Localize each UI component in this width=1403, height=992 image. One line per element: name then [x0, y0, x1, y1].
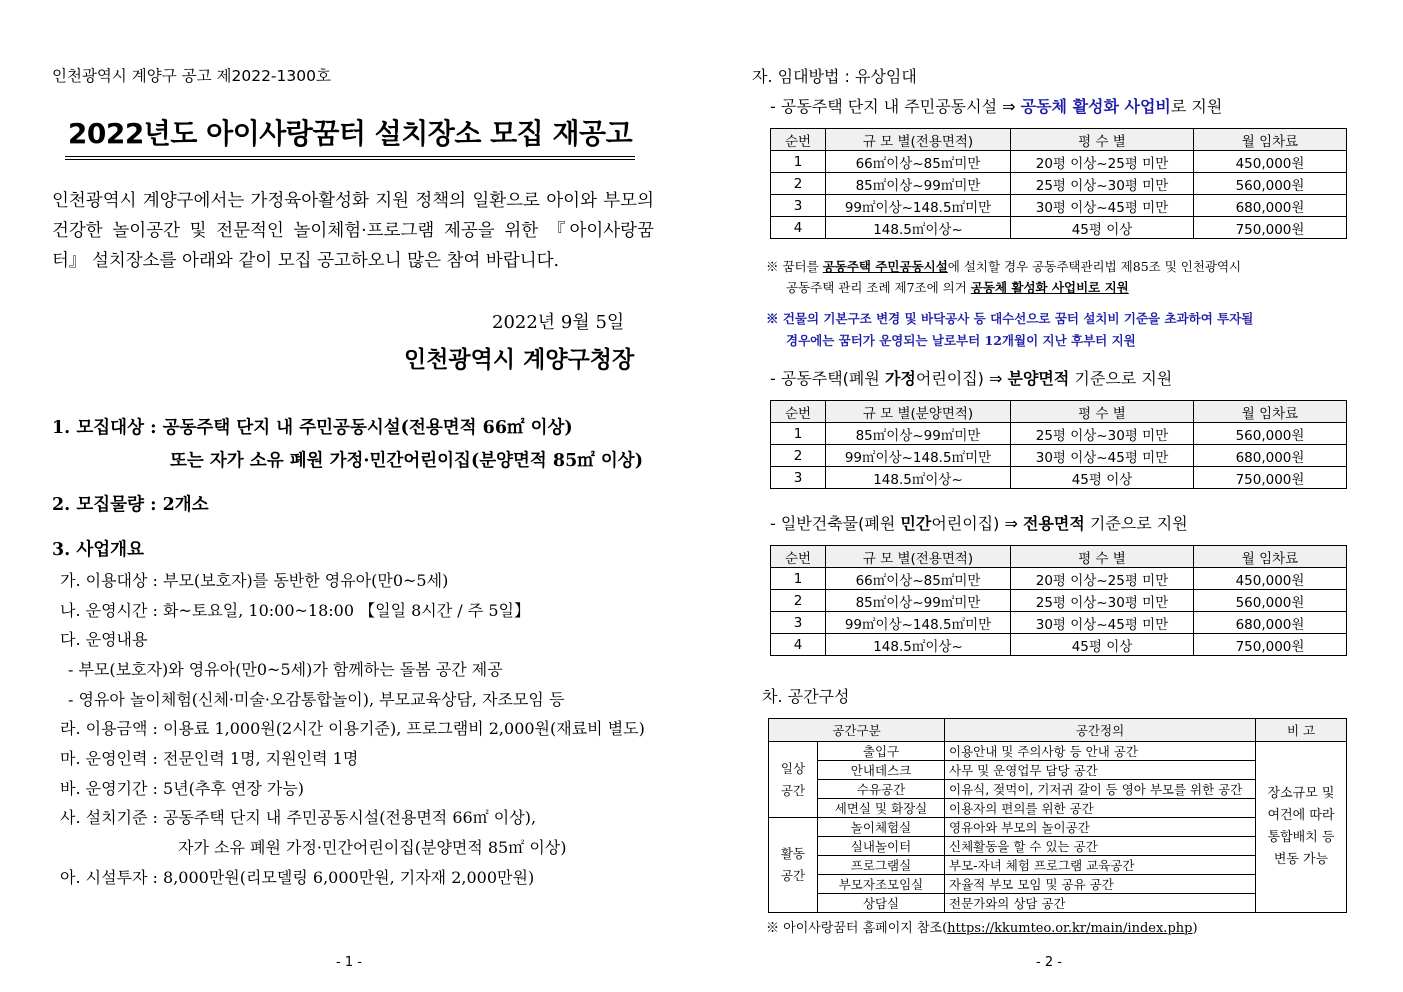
- lease-method-heading: 자. 임대방법 : 유상임대: [752, 67, 917, 86]
- table-header-row: 순번 규 모 별(전용면적) 평 수 별 월 임차료: [771, 129, 1347, 151]
- note-community-fund-cont: 공동주택 관리 조례 제7조에 의거 공동체 활성화 사업비로 지원: [786, 280, 1129, 295]
- note-community-fund: ※ 꿈터를 공동주택 주민공동시설에 설치할 경우 공동주택관리법 제85조 및 인천광역시: [766, 259, 1242, 274]
- space-remark: 장소규모 및 여건에 따라 통합배치 등 변동 가능: [1256, 742, 1347, 913]
- group-activity-space: 활동 공간: [769, 818, 818, 913]
- intro-paragraph: 인천광역시 계양구에서는 가정육아활성화 지원 정책의 일환으로 아이와 부모의 건강한 놀이공간 및 전문적인 놀이체험·프로그램 제공을 위한 『아이사랑꿈터』 설치장소를 아래와 같이 모집 공고하오니 많은 참여 바랍니다.: [52, 191, 654, 271]
- homepage-link[interactable]: https://kkumteo.or.kr/main/index.php: [947, 921, 1193, 936]
- table-row: 1 66㎡이상~85㎡미만 20평 이상~25평 미만 450,000원: [771, 568, 1347, 590]
- table-row: 1 85㎡이상~99㎡미만 25평 이상~30평 미만 560,000원: [771, 423, 1347, 445]
- item-criteria-cont: 자가 소유 폐원 가정·민간어린이집(분양면적 85㎡ 이상): [178, 838, 567, 857]
- note-renovation-cont: 경우에는 꿈터가 운영되는 날로부터 12개월이 지난 후부터 지원: [786, 333, 1136, 348]
- table-header-row: 순번 규 모 별(전용면적) 평 수 별 월 임차료: [771, 546, 1347, 568]
- table-row: 안내데스크 사무 및 운영업무 담당 공간: [769, 761, 1347, 780]
- table-row: 활동 공간 놀이체험실 영유아와 부모의 놀이공간: [769, 818, 1347, 837]
- item-target-users: 가. 이용대상 : 부모(보호자)를 동반한 영유아(만0~5세): [60, 571, 449, 590]
- subsection-home-daycare: - 공동주택(폐원 가정어린이집) ⇒ 분양면적 기준으로 지원: [770, 369, 1173, 388]
- table-row: 4 148.5㎡이상~ 45평 이상 750,000원: [771, 634, 1347, 656]
- item-content-heading: 다. 운영내용: [60, 630, 148, 649]
- section-3-heading: 3. 사업개요: [52, 540, 144, 560]
- section-2-quantity: 2. 모집물량 : 2개소: [52, 495, 209, 515]
- table-row: 일상 공간 출입구 이용안내 및 주의사항 등 안내 공간 장소규모 및 여건에 따라 통합배치 등 변동 가능: [769, 742, 1347, 761]
- rent-table-private-daycare: [770, 545, 1347, 656]
- item-period: 바. 운영기간 : 5년(추후 연장 가능): [60, 779, 305, 798]
- item-content-2: - 영유아 놀이체험(신체·미술·오감통합놀이), 부모교육상담, 자조모임 등: [68, 690, 565, 709]
- table-header-row: 공간구분 공간정의 비 고: [769, 719, 1347, 742]
- item-staff: 마. 운영인력 : 전문인력 1명, 지원인력 1명: [60, 749, 359, 768]
- table-row: 부모자조모임실 자율적 부모 모임 및 공유 공간: [769, 875, 1347, 894]
- section-1-target-cont: 또는 자가 소유 폐원 가정·민간어린이집(분양면적 85㎡ 이상): [170, 451, 643, 471]
- table-row: 상담실 전문가와의 상담 공간: [769, 894, 1347, 913]
- table-row: 3 148.5㎡이상~ 45평 이상 750,000원: [771, 467, 1347, 489]
- table-row: 2 85㎡이상~99㎡미만 25평 이상~30평 미만 560,000원: [771, 590, 1347, 612]
- table-row: 3 99㎡이상~148.5㎡미만 30평 이상~45평 미만 680,000원: [771, 195, 1347, 217]
- table-row: 2 85㎡이상~99㎡미만 25평 이상~30평 미만 560,000원: [771, 173, 1347, 195]
- rent-table-apartment: [770, 128, 1347, 239]
- homepage-reference: ※ 아이사랑꿈터 홈페이지 참조(https://kkumteo.or.kr/main/index.php): [766, 921, 1198, 936]
- table-row: 프로그램실 부모-자녀 체험 프로그램 교육공간: [769, 856, 1347, 875]
- space-composition-heading: 차. 공간구성: [762, 687, 850, 706]
- item-hours: 나. 운영시간 : 화~토요일, 10:00~18:00 【일일 8시간 / 주 5일】: [60, 601, 530, 620]
- rent-table-home-daycare: [770, 400, 1347, 489]
- table-row: 2 99㎡이상~148.5㎡미만 30평 이상~45평 미만 680,000원: [771, 445, 1347, 467]
- table-row: 3 99㎡이상~148.5㎡미만 30평 이상~45평 미만 680,000원: [771, 612, 1347, 634]
- table-row: 수유공간 이유식, 젖먹이, 기저귀 갈이 등 영아 부모를 위한 공간: [769, 780, 1347, 799]
- table-row: 세면실 및 화장실 이용자의 편의를 위한 공간: [769, 799, 1347, 818]
- table-row: 1 66㎡이상~85㎡미만 20평 이상~25평 미만 450,000원: [771, 151, 1347, 173]
- item-criteria: 사. 설치기준 : 공동주택 단지 내 주민공동시설(전용면적 66㎡ 이상),: [60, 808, 537, 827]
- item-investment: 아. 시설투자 : 8,000만원(리모델링 6,000만원, 기자재 2,000만원): [60, 868, 535, 887]
- item-content-1: - 부모(보호자)와 영유아(만0~5세)가 함께하는 돌봄 공간 제공: [68, 660, 503, 679]
- space-composition-table: [768, 718, 1347, 913]
- subsection-private-daycare: - 일반건축물(폐원 민간어린이집) ⇒ 전용면적 기준으로 지원: [770, 514, 1188, 533]
- document-title: 2022년도 아이사랑꿈터 설치장소 모집 재공고: [65, 112, 635, 160]
- page-number-1: - 1 -: [336, 955, 362, 970]
- page-number-2: - 2 -: [1036, 955, 1062, 970]
- section-1-target: 1. 모집대상 : 공동주택 단지 내 주민공동시설(전용면적 66㎡ 이상): [52, 418, 573, 438]
- subsection-apartment: - 공동주택 단지 내 주민공동시설 ⇒ 공동체 활성화 사업비로 지원: [770, 97, 1223, 116]
- item-fee: 라. 이용금액 : 이용료 1,000원(2시간 이용기준), 프로그램비 2,000원(재료비 별도): [60, 719, 645, 738]
- group-daily-space: 일상 공간: [769, 742, 818, 818]
- issuer-name: 인천광역시 계양구청장: [404, 346, 635, 373]
- table-row: 실내놀이터 신체활동을 할 수 있는 공간: [769, 837, 1347, 856]
- notice-number: 인천광역시 계양구 공고 제2022-1300호: [52, 67, 331, 85]
- notice-date: 2022년 9월 5일: [492, 312, 625, 333]
- table-row: 4 148.5㎡이상~ 45평 이상 750,000원: [771, 217, 1347, 239]
- table-header-row: 순번 규 모 별(분양면적) 평 수 별 월 임차료: [771, 401, 1347, 423]
- note-renovation: ※ 건물의 기본구조 변경 및 바닥공사 등 대수선으로 꿈터 설치비 기준을 초과하여 투자될: [766, 311, 1254, 326]
